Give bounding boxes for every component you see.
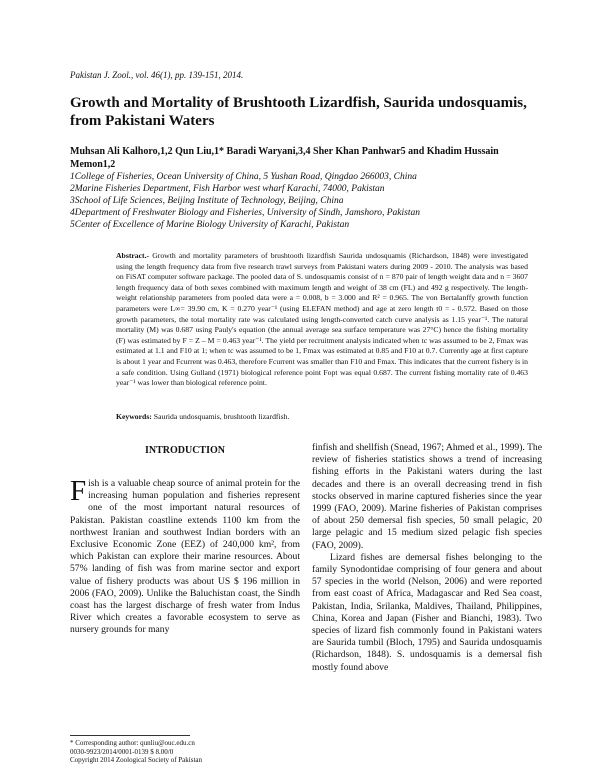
left-column [70, 475, 300, 637]
keywords-label: Keywords: [116, 412, 152, 421]
affiliation-1: 1College of Fisheries, Ocean University of China, 5 Yushan Road, Qingdao 266003, China [70, 172, 417, 182]
keywords-text: Saurida undosquamis, brushtooth lizardfish. [153, 412, 290, 421]
intro-paragraph-3: Lizard fishes are demersal fishes belonging to the family Synodontidae comprising of four genera and about 57 species in the world (Nelson, 2006) and were reported from east coast of Africa, Madagascar and Red Sea coast, Pakistan, India, Srilanka, Maldives, Thailand, Philippines, China, Korea and Japan (Fisher and Bianchi, 1983). Two species of lizard fish commonly found in Pakistani waters are Saurida tumbil (Bloch, 1795) and Saurida undosquamis (Richardson, 1848). S. undosquamis is a demersal fish mostly found above [312, 551, 542, 673]
affiliation-3: 3School of Life Sciences, Beijing Institute of Technology, Beijing, China [70, 196, 344, 206]
affiliation-2: 2Marine Fisheries Department, Fish Harbor west wharf Karachi, 74000, Pakistan [70, 184, 385, 194]
keywords [116, 412, 528, 421]
drop-cap: F [70, 475, 87, 507]
affiliation-5: 5Center of Excellence of Marine Biology University of Karachi, Pakistan [70, 220, 350, 230]
affiliation-4: 4Department of Freshwater Biology and Fisheries, University of Sindh, Jamshoro, Pakistan [70, 208, 420, 218]
intro-paragraph-2: finfish and shellfish (Snead, 1967; Ahmed et al., 1999). The review of fisheries statistics shows a trend of increasing fishing efforts in the Pakistani waters during the last decades and there is an overall decreasing trend in fish stocks observed in marine captured fisheries since the year 1999 (FAO, 2009). Marine fisheries of Pakistan comprises of about 250 demersal fish species, 50 small pelagic, 20 large pelagic and 15 medium sized pelagic fish species (FAO, 2009). [312, 442, 542, 551]
journal-reference: Pakistan J. Zool., vol. 46(1), pp. 139-151, 2014. [70, 70, 244, 80]
abstract-text: Growth and mortality parameters of brushtooth lizardfish Saurida undosquamis (Richardson, 1848) were investigated using the length frequency data from five research trawl surveys from Pakistani waters during 2009 - 2010. The analysis was based on FiSAT computer software package. The pooled data of S. undosquamis consist of n = 870 pair of length weight data and n = 3607 length frequency data of both sexes combined with maximum length and weight of 38 cm (FL) and 492 g respectively. The length-weight relationship parameters from pooled data were a = 0.008, b = 3.000 and R² = 0.965. The von Bertalanffy growth function parameters were L∞= 39.90 cm, K = 0.270 year⁻¹ (using ELEFAN method) and age at zero length t0 = - 0.572. Based on those growth parameters, the total mortality rate was calculated using length-converted catch curve analysis as 1.15 year⁻¹. The natural mortality (M) was 0.687 using Pauly's equation (the annual average sea surface temperature was 27°C) hence the fishing mortality (F) was estimated by F = Z – M = 0.463 year⁻¹. The yield per recruitment analysis indicated when tc was assumed to be 2, Fmax was estimated at 1.1 and F10 at 1; when tc was assumed to be 1, Fmax was estimated at 0.85 and F10 at 0.7. Currently age at first capture is about 1 year and Fcurrent was 0.463, therefore Fcurrent was smaller than F10 and Fmax. This indicates that the current fishery is in a safe condition. Using Gulland (1971) biological reference point Fopt was equal 0.687. The current fishing mortality rate of 0.463 year⁻¹ was lower than biological reference point. [116, 251, 528, 388]
right-column [312, 442, 542, 674]
section-heading-introduction: INTRODUCTION [144, 445, 225, 456]
intro-paragraph-1 [70, 475, 300, 637]
issn-line: 0030-9923/2014/0001-0139 $ 8.00/0 [70, 747, 174, 756]
corresponding-author-note: * Corresponding author: qunliu@ouc.edu.cn [70, 739, 195, 747]
paper-title: Growth and Mortality of Brushtooth Lizardfish, Saurida undosquamis, from Pakistani Waters [70, 95, 527, 129]
affiliations [70, 171, 550, 231]
intro-paragraph-1-text: ish is a valuable cheap source of animal protein for the increasing human population and fisheries represent one of the most important natural resources of Pakistan. Pakistan coastline extends 1100 km from the northwest Iranian and southwest Indian borders with an Exclusive Economic Zone (EEZ) of 240,000 km², from which Pakistan can explore their marine resources. About 57% landing of fish was from marine sector and export value of fishery products was about US $ 196 million in 2006 (FAO, 2009). Unlike the Baluchistan coast, the Sindh coast has the largest discharge of fresh water from Indus River which creates a favorable ecosystem to serve as nursery grounds for many [70, 478, 300, 636]
footnote-divider [70, 735, 190, 736]
abstract [116, 251, 528, 389]
footnote [70, 739, 202, 765]
copyright-line: Copyright 2014 Zoological Society of Pakistan [70, 756, 203, 765]
abstract-label: Abstract.- [116, 251, 150, 260]
author-list: Muhsan Ali Kalhoro,1,2 Qun Liu,1* Baradi Waryani,3,4 Sher Khan Panhwar5 and Khadim Hussain Memon1,2 [70, 146, 499, 170]
